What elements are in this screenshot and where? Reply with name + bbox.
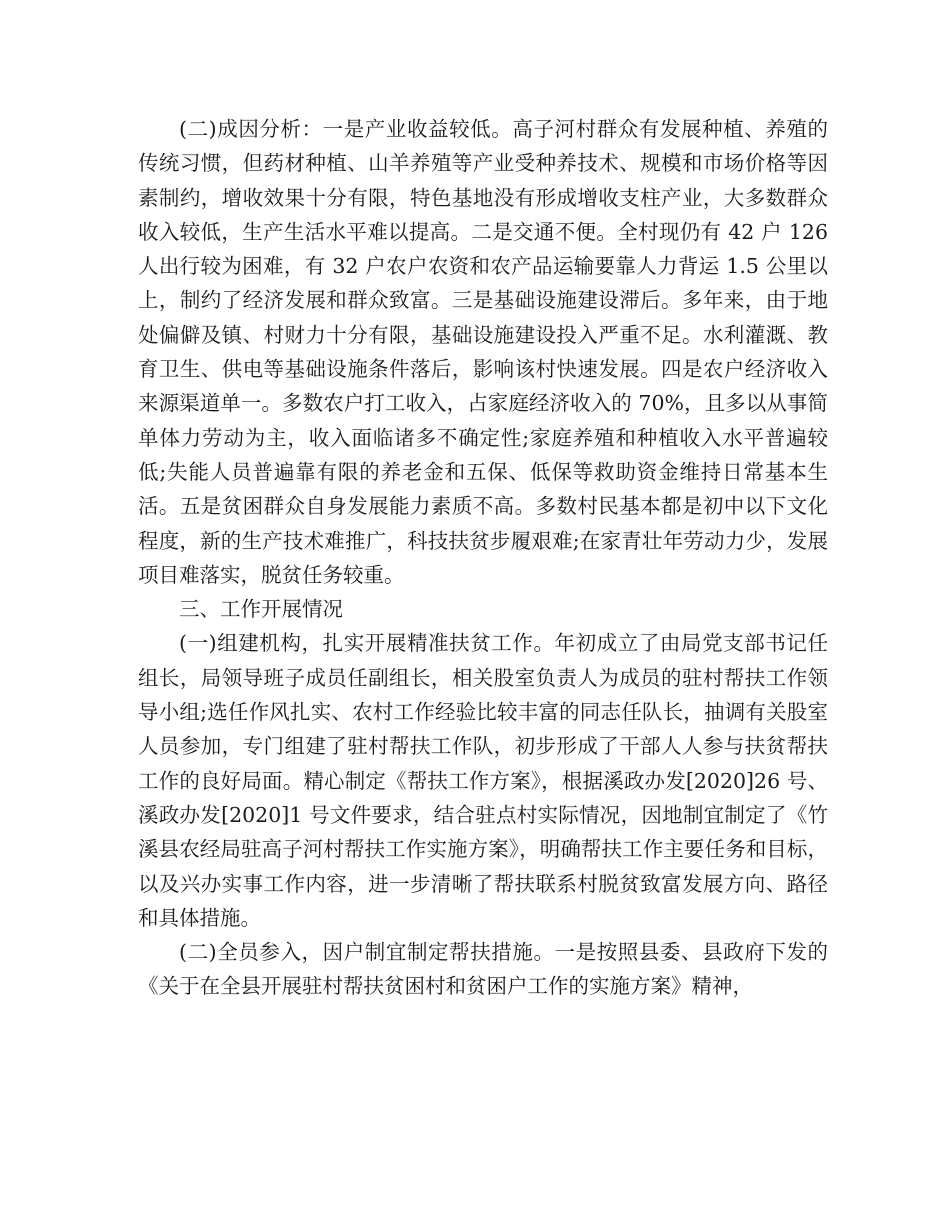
section-heading-work-progress: 三、工作开展情况 (179, 597, 343, 622)
paragraph-cause-analysis: (二)成因分析：一是产业收益较低。高子河村群众有发展种植、养殖的传统习惯，但药材种植、山羊养殖等产业受种养技术、规模和市场价格等因素制约，增收效果十分有限，特色基地没有形成增收支柱产业，大多数群众收入较低，生产生活水平难以提高。二是交通不便。全村现仍有 42 户 126 人出行较为困难，有 32 户农户农资和农产品运输要靠人力背运 1.5 公里以上，制约了经济发展和群众致富。三是基础设施建设滞后。多年来，由于地处偏僻及镇、村财力十分有限，基础设施建设投入严重不足。水利灌溉、教育卫生、供电等基础设施条件落后，影响该村快速发展。四是农户经济收入来源渠道单一。多数农户打工收入，占家庭经济收入的 70%，且多以从事简单体力劳动为主，收入面临诸多不确定性;家庭养殖和种植收入水平普遍较低;失能人员普遍靠有限的养老金和五保、低保等救助资金维持日常基本生活。五是贫困群众自身发展能力素质不高。多数村民基本都是初中以下文化程度，新的生产技术难推广，科技扶贫步履艰难;在家青壮年劳动力少，发展项目难落实，脱贫任务较重。 (138, 117, 828, 587)
paragraph-full-participation: (二)全员参入，因户制宜制定帮扶措施。一是按照县委、县政府下发的《关于在全县开展驻村帮扶贫困村和贫困户工作的实施方案》精神， (138, 940, 828, 999)
paragraph-organization: (一)组建机构，扎实开展精准扶贫工作。年初成立了由局党支部书记任组长，局领导班子成员任副组长，相关股室负责人为成员的驻村帮扶工作领导小组;选任作风扎实、农村工作经验比较丰富的同志任队长，抽调有关股室人员参加，专门组建了驻村帮扶工作队，初步形成了干部人人参与扶贫帮扶工作的良好局面。精心制定《帮扶工作方案》，根据溪政办发[2020]26 号、溪政办发[2020]1 号文件要求，结合驻点村实际情况，因地制宜制定了《竹溪县农经局驻高子河村帮扶工作实施方案》，明确帮扶工作主要任务和目标，以及兴办实事工作内容，进一步清晰了帮扶联系村脱贫致富发展方向、路径和具体措施。 (138, 631, 828, 930)
document-body (138, 112, 828, 1004)
